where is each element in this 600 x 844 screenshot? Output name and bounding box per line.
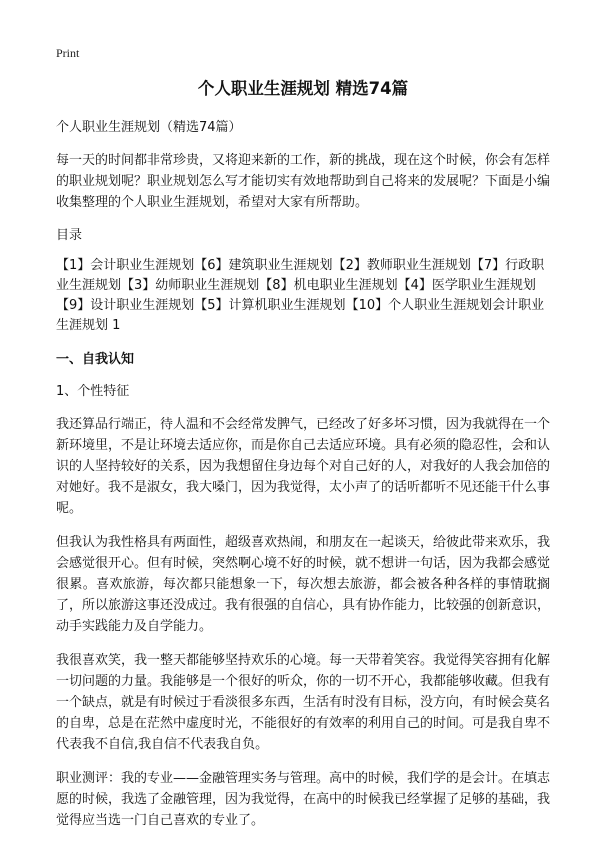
toc-label: 目录 [56,228,83,243]
toc-link[interactable]: 【2】教师职业生涯规划 [332,258,471,273]
document-body [56,78,550,844]
subsection-heading: 1、个性特征 [56,384,130,399]
body-paragraph: 我很喜欢笑，我一整天都能够坚持欢乐的心境。每一天带着笑容。我觉得笑容拥有化解一切问题的力量。我能够是一个很好的听众，你的一切不开心，我都能够收藏。但我有一个缺点，就是有时候过于看淡很多东西，生活有时没有目标，没方向，有时候会莫名的自卑，总是在茫然中虚度时光，不能很好的有效率的利用自己的时间。可是我自卑不代表我不自信,我自信不代表我自负。 [56,653,551,752]
body-paragraph: 但我认为我性格具有两面性，超级喜欢热闹，和朋友在一起谈天，给彼此带来欢乐，我会感觉很开心。但有时候，突然啊心境不好的时候，就不想讲一句话，因为我都会感觉很累。喜欢旅游，每次都只能想象一下，每次想去旅游，都会被各种各样的事情耽搁了，所以旅游这事还没成过。我有很强的自信心，具有协作能力，比较强的创新意识，动手实践能力及自学能力。 [56,535,551,634]
page-title: 个人职业生涯规划 精选74篇 [197,79,409,98]
toc-link[interactable]: 【10】个人职业生涯规划会计职业生涯规划 1 [56,298,545,333]
print-link[interactable]: Print [56,46,80,60]
document-subtitle: 个人职业生涯规划（精选74篇） [56,120,242,135]
toc-link[interactable]: 【8】机电职业生涯规划 [259,278,398,293]
body-paragraph: 我还算品行端正，待人温和不会经常发脾气，已经改了好多坏习惯，因为我就得在一个新环境里，不是让环境去适应你，而是你自己去适应环境。具有必须的隐忍性，会和认识的人坚持较好的关系，因为我想留住身边每个对自己好的人，对我好的人我会加倍的对她好。我不是淑女，我大嗓门，因为我觉得，太小声了的话听都听不见还能干什么事呢。 [56,417,551,516]
table-of-contents [56,256,550,336]
toc-link[interactable]: 【6】建筑职业生涯规划 [194,258,333,273]
section-heading: 一、自我认知 [56,352,135,367]
intro-paragraph: 每一天的时间都非常珍贵，又将迎来新的工作，新的挑战，现在这个时候，你会有怎样的职业规划呢？职业规划怎么写才能切实有效地帮助到自己将来的发展呢？下面是小编收集整理的个人职业生涯规划，希望对大家有所帮助。 [56,153,551,210]
toc-link[interactable]: 【5】计算机职业生涯规划 [194,298,346,313]
toc-link[interactable]: 【1】会计职业生涯规划 [56,258,195,273]
toc-link[interactable]: 【9】设计职业生涯规划 [56,298,195,313]
toc-link[interactable]: 【7】行政职业生涯规划 [56,258,545,293]
toc-link[interactable]: 【3】幼师职业生涯规划 [121,278,260,293]
toc-link[interactable]: 【4】医学职业生涯规划 [397,278,536,293]
body-paragraph: 职业测评：我的专业——金融管理实务与管理。高中的时候，我们学的是会计。在填志愿的时候，我选了金融管理，因为我觉得，在高中的时候我已经掌握了足够的基础，我觉得应当选一门自己喜欢的专业了。 [56,771,551,828]
